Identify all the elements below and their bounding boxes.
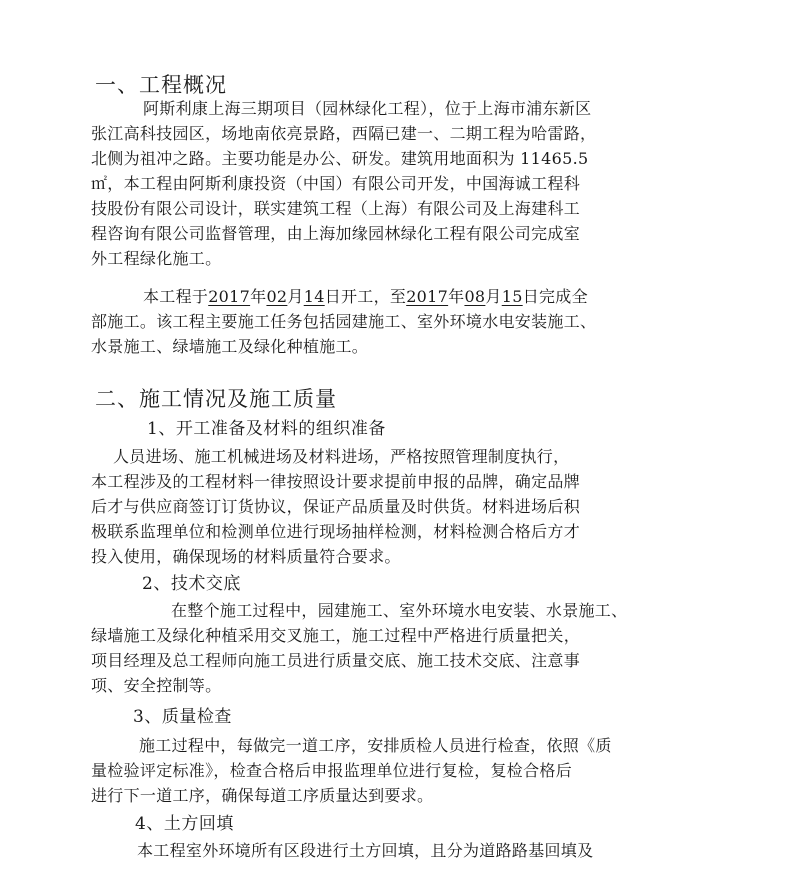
section-heading-project-overview: 一、工程概况 <box>95 73 227 97</box>
text-line: 投入使用，确保现场的材料质量符合要求。 <box>91 547 401 566</box>
subsection-heading-preparation: 1、开工准备及材料的组织准备 <box>147 419 386 439</box>
start-day: 14 <box>303 287 325 306</box>
text-line: 后才与供应商签订订货协议，保证产品质量及时供货。材料进场后积 <box>91 497 581 516</box>
text-line: 北侧为祖冲之路。主要功能是办公、研发。建筑用地面积为 11465.5 <box>91 149 589 168</box>
text-line: 张江高科技园区，场地南依亮景路，西隔已建一、二期工程为哈雷路， <box>91 124 597 143</box>
schedule-line <box>91 284 711 309</box>
text-run: 年 <box>448 287 465 306</box>
text-line: 程咨询有限公司监督管理，由上海加缘园林绿化工程有限公司完成室 <box>91 224 581 243</box>
end-day: 15 <box>501 287 523 306</box>
schedule-paragraph <box>91 284 711 359</box>
subsection-heading-technical-briefing: 2、技术交底 <box>142 574 241 594</box>
text-line: 量检验评定标准》，检查合格后申报监理单位进行复检，复检合格后 <box>91 761 573 780</box>
text-run: 月 <box>287 287 304 306</box>
text-line: 水景施工、绿墙施工及绿化种植施工。 <box>91 337 369 356</box>
section-heading-construction-quality: 二、施工情况及施工质量 <box>95 387 337 411</box>
text-line: 在整个施工过程中，园建施工、室外环境水电安装、水景施工、 <box>171 601 628 620</box>
text-line: 技股份有限公司设计，联实建筑工程（上海）有限公司及上海建科工 <box>91 199 581 218</box>
text-run: 本工程于 <box>143 287 209 306</box>
preparation-paragraph <box>91 444 711 569</box>
text-line: ㎡，本工程由阿斯利康投资（中国）有限公司开发，中国海诚工程科 <box>91 174 581 193</box>
text-line: 人员进场、施工机械进场及材料进场，严格按照管理制度执行， <box>113 447 570 466</box>
start-month: 02 <box>266 287 288 306</box>
text-line: 项目经理及总工程师向施工员进行质量交底、施工技术交底、注意事 <box>91 651 581 670</box>
text-line: 绿墙施工及绿化种植采用交叉施工，施工过程中严格进行质量把关， <box>91 626 581 645</box>
subsection-heading-quality-inspection: 3、质量检查 <box>133 707 232 727</box>
technical-briefing-paragraph <box>91 598 711 698</box>
text-run: 日完成全 <box>522 287 588 306</box>
text-line: 部施工。该工程主要施工任务包括园建施工、室外环境水电安装施工、 <box>91 312 597 331</box>
text-run: 日开工，至 <box>324 287 407 306</box>
text-line: 本工程涉及的工程材料一律按照设计要求提前申报的品牌，确定品牌 <box>91 472 581 491</box>
start-year: 2017 <box>208 287 251 306</box>
end-year: 2017 <box>406 287 449 306</box>
text-line: 项、安全控制等。 <box>91 676 222 695</box>
text-line: 本工程室外环境所有区段进行土方回填，且分为道路路基回填及 <box>137 841 594 860</box>
end-month: 08 <box>464 287 486 306</box>
earth-backfill-paragraph <box>91 838 711 863</box>
text-run: 月 <box>485 287 502 306</box>
subsection-heading-earth-backfill: 4、土方回填 <box>135 814 234 834</box>
text-line: 阿斯利康上海三期项目（园林绿化工程），位于上海市浦东新区 <box>143 99 592 118</box>
text-line: 施工过程中，每做完一道工序，安排质检人员进行检查，依照《质 <box>139 736 612 755</box>
text-run: 年 <box>250 287 267 306</box>
text-line: 外工程绿化施工。 <box>91 249 222 268</box>
text-line: 进行下一道工序，确保每道工序质量达到要求。 <box>91 786 434 805</box>
project-overview-paragraph <box>91 96 711 271</box>
quality-inspection-paragraph <box>91 733 711 808</box>
text-line: 极联系监理单位和检测单位进行现场抽样检测，材料检测合格后方才 <box>91 522 581 541</box>
